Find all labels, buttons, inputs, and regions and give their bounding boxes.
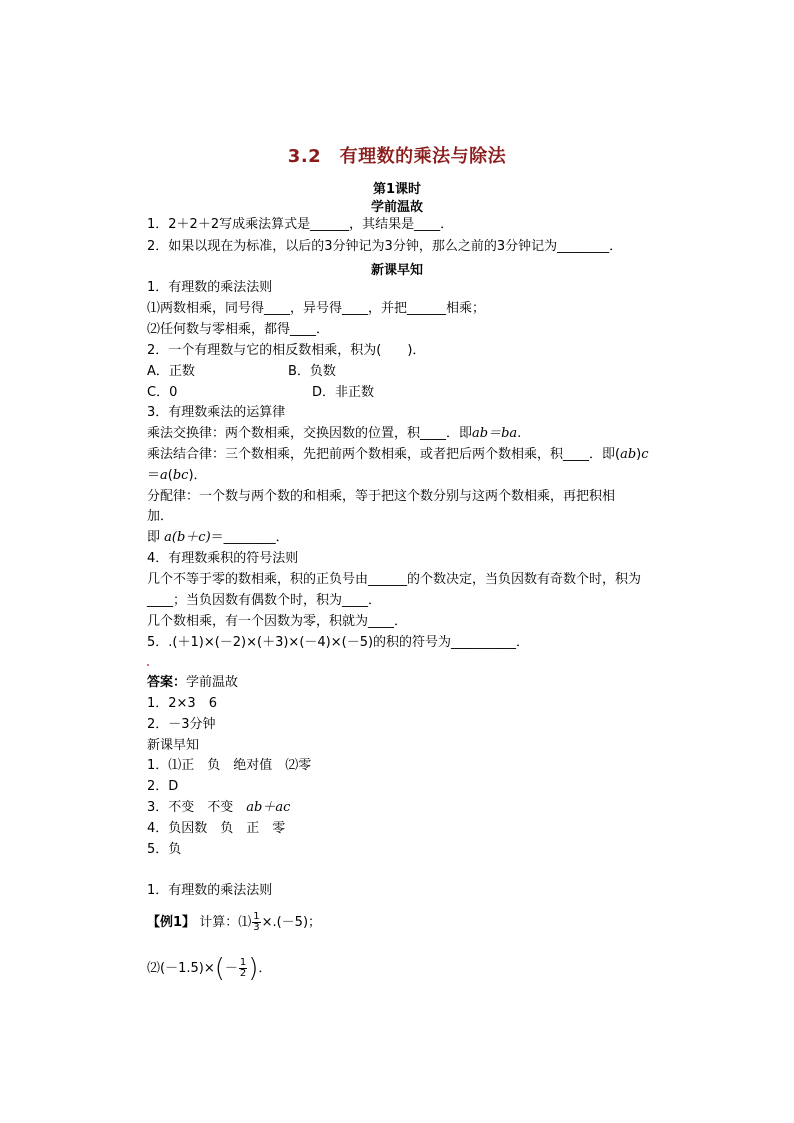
distributive-formula: a(b＋c) (164, 530, 211, 545)
rule-title: 1．有理数的乘法法则 (147, 280, 273, 295)
example-prompt: 计算：⑴ (199, 915, 252, 930)
example-part1-rest: ×.(－5)； (261, 915, 322, 930)
option-b: B．负数 (288, 364, 336, 379)
minus-sign: － (224, 961, 238, 976)
formula-bc: bc (172, 468, 189, 483)
law-title: 3．有理数乘法的运算律 (147, 405, 286, 420)
question-5: 5．.(＋1)×(－2)×(＋3)×(－4)×(－5)的积的符号为__________． (147, 635, 530, 650)
law-distributive-formula (147, 529, 289, 547)
rule-item-1: ⑴两数相乘，同号得____，异号得____，并把______相乘； (147, 301, 486, 316)
formula-blank: ＝________． (210, 530, 289, 545)
answer-b4: 4．负因数 负 正 零 (147, 821, 286, 836)
answer-b3 (147, 799, 290, 817)
equals-sign: ＝ (147, 468, 161, 483)
example-part2-text: ⑵(－1.5)× (147, 961, 215, 976)
fraction-one-half: $\frac{1}{2}$ (239, 957, 247, 979)
example-label: 【例1】 (147, 915, 196, 930)
fraction-one-third: $\frac{1}{3}$ (253, 911, 260, 933)
answer-b3-text: 3．不变 不变 (147, 800, 247, 815)
answer-b5: 5．负 (147, 842, 182, 857)
example-1 (147, 910, 321, 936)
section-heading-preview: 新课早知 (370, 263, 423, 278)
rule-item-2: ⑵任何数与零相乘，都得____． (147, 322, 330, 337)
answer-label: 答案： (147, 675, 187, 690)
law-distributive: 分配律：一个数与两个数的和相乘，等于把这个数分别与这两个数相乘，再把积相 (147, 489, 616, 504)
law-commutative-text: 乘法交换律：两个数相乘，交换因数的位置，积____．即 (147, 426, 473, 441)
law-commutative: 乘法交换律：两个数相乘，交换因数的位置，积____．即ab＝ba. (147, 426, 522, 441)
law-associative-formula-ab: ab (620, 447, 637, 462)
law-associative (147, 446, 649, 464)
answer-b1: 1．⑴正 负 绝对值 ⑵零 (147, 758, 312, 773)
sign-rule-2: ____；当负因数有偶数个时，积为____． (147, 593, 382, 608)
review-question-1: 1．2＋2＋2写成乘法算式是______，其结果是____． (147, 217, 454, 232)
answer-label-rest: 学前温故 (186, 675, 239, 690)
option-a: A．正数 (147, 364, 195, 379)
paren-close: )． (188, 468, 207, 483)
law-associative-formula-c: c (641, 447, 649, 462)
law-commutative-formula: ab＝ba (472, 426, 518, 441)
answer-1: 1．2×3 6 (147, 696, 217, 711)
formula-prefix: 即 (147, 530, 161, 545)
sign-rule-title: 4．有理数乘积的符号法则 (147, 551, 299, 566)
sign-rule-3: 几个数相乘，有一个因数为零，积就为____． (147, 614, 408, 629)
formula-a: a (160, 468, 168, 483)
law-distributive-line2: 加． (147, 509, 174, 524)
paren-open: ( (167, 468, 173, 483)
law-associative-paren: ) (636, 447, 642, 462)
page-title: 3.2 有理数的乘法与除法 (287, 146, 507, 167)
stray-mark (147, 664, 149, 666)
section-heading-review: 学前温故 (370, 200, 423, 215)
example-part2-end: ． (258, 961, 272, 976)
option-c: C．0 (147, 385, 178, 400)
answer-2: 2．－3分钟 (147, 717, 216, 732)
example-2: ⑵(－1.5)×(－ $\frac{1}{2}$ )． (147, 953, 272, 984)
option-d: D．非正数 (312, 385, 375, 400)
review-question-2: 2．如果以现在为标准，以后的3分钟记为3分钟，那么之前的3分钟记为________． (147, 239, 623, 254)
answer-heading-2: 新课早知 (147, 738, 200, 753)
answer-b3-formula: ab＋ac (246, 800, 291, 815)
answer-b2: 2．D (147, 779, 179, 794)
law-associative-line2 (147, 467, 207, 485)
choice-question: 2．一个有理数与它的相反数相乘，积为( )． (147, 343, 426, 358)
lesson-heading: 第1课时 (372, 182, 422, 197)
sign-rule-1: 几个不等于零的数相乘，积的正负号由______的个数决定，当负因数有奇数个时，积为 (147, 572, 642, 587)
law-associative-text: 乘法结合律：三个数相乘，先把前两个数相乘，或者把后两个数相乘，积____．即( (147, 447, 621, 462)
example-section: 1．有理数的乘法法则 (147, 883, 273, 898)
answer-heading (147, 674, 238, 692)
